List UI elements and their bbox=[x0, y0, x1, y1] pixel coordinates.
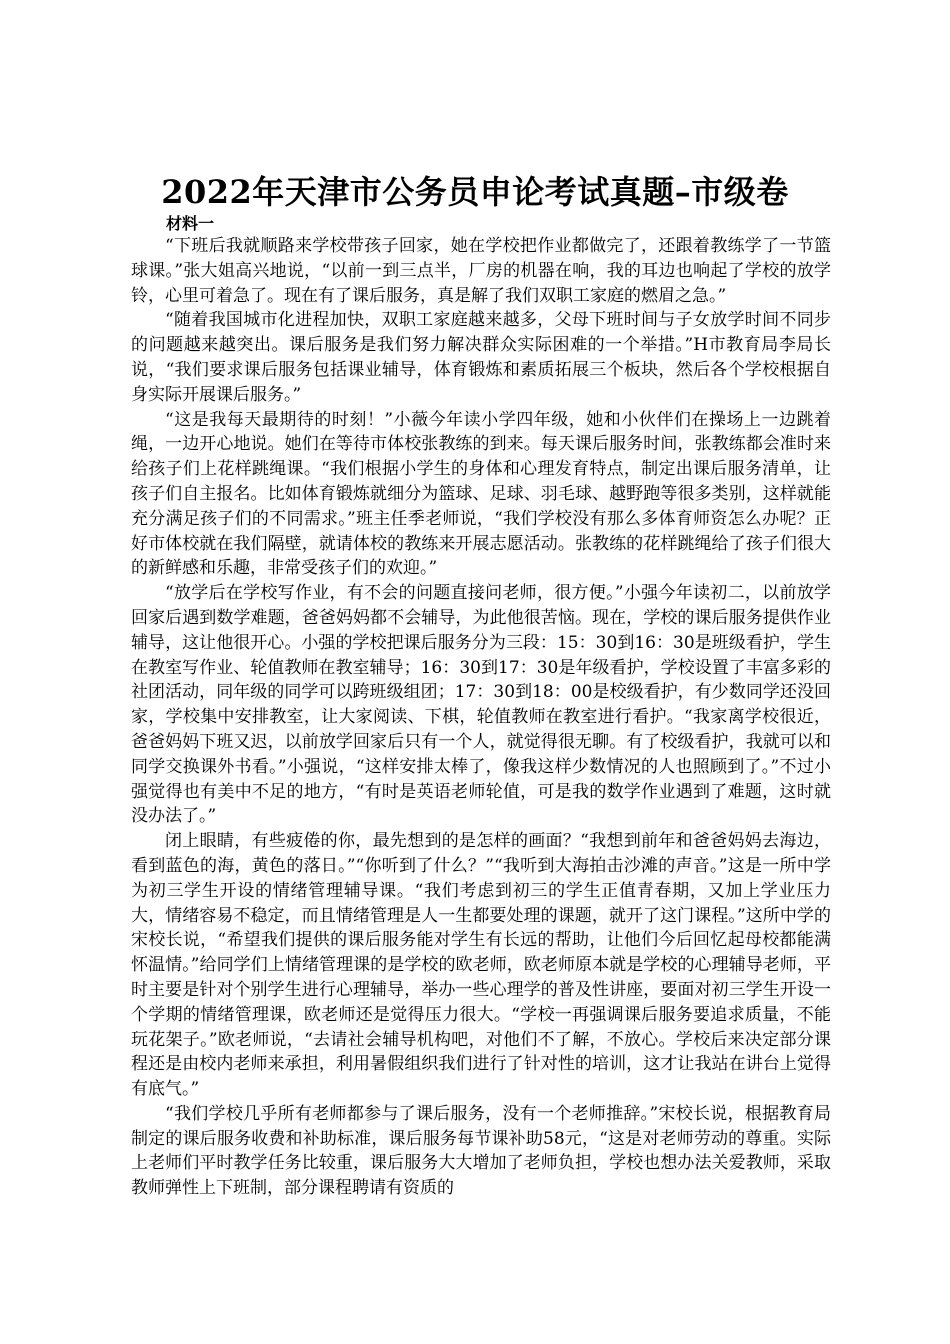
paragraph: 闭上眼睛，有些疲倦的你，最先想到的是怎样的画面？“我想到前年和爸爸妈妈去海边，看到蓝色的海，黄色的落日。”“你听到了什么？”“我听到大海拍击沙滩的声音。”这是一所中学为初三学生开设的情绪管理辅导课。“我们考虑到初三的学生正值青春期，又加上学业压力大，情绪容易不稳定，而且情绪管理是人一生都要处理的课题，就开了这门课程。”这所中学的宋校长说，“希望我们提供的课后服务能对学生有长远的帮助，让他们今后回忆起母校都能满怀温情。”给同学们上情绪管理课的是学校的欧老师，欧老师原本就是学校的心理辅导老师，平时主要是针对个别学生进行心理辅导，举办一些心理学的普及性讲座，要面对初三学生开设一个学期的情绪管理课，欧老师还是觉得压力很大。“学校一再强调课后服务要追求质量，不能玩花架子。”欧老师说，“去请社会辅导机构吧，对他们不了解，不放心。学校后来决定部分课程还是由校内老师来承担，利用暑假组织我们进行了针对性的培训，这才让我站在讲台上觉得有底气。” bbox=[131, 831, 831, 1100]
paragraph: “这是我每天最期待的时刻！”小薇今年读小学四年级，她和小伙伴们在操场上一边跳着绳，一边开心地说。她们在等待市体校张教练的到来。每天课后服务时间，张教练都会准时来给孩子们上花样跳绳课。“我们根据小学生的身体和心理发育特点，制定出课后服务清单，让孩子们自主报名。比如体育锻炼就细分为篮球、足球、羽毛球、越野跑等很多类别，这样就能充分满足孩子们的不同需求。”班主任季老师说，“我们学校没有那么多体育师资怎么办呢？正好市体校就在我们隔壁，就请体校的教练来开展志愿活动。张教练的花样跳绳给了孩子们很大的新鲜感和乐趣，非常受孩子们的欢迎。” bbox=[131, 409, 831, 579]
document-title: 2022年天津市公务员申论考试真题–市级卷 bbox=[161, 173, 789, 211]
paragraph: “放学后在学校写作业，有不会的问题直接问老师，很方便。”小强今年读初二，以前放学回家后遇到数学难题，爸爸妈妈都不会辅导，为此他很苦恼。现在，学校的课后服务提供作业辅导，这让他很开心。小强的学校把课后服务分为三段：15：30到16：30是班级看护，学生在教室写作业、轮值教师在教室辅导；16：30到17：30是年级看护，学校设置了丰富多彩的社团活动，同年级的同学可以跨班级组团；17：30到18：00是校级看护，有少数同学还没回家，学校集中安排教室，让大家阅读、下棋，轮值教师在教室进行看护。“我家离学校很近，爸爸妈妈下班又迟，以前放学回家后只有一个人，就觉得很无聊。有了校级看护，我就可以和同学交换课外书看。”小强说，“这样安排太棒了，像我这样少数情况的人也照顾到了。”不过小强觉得也有美中不足的地方，“有时是英语老师轮值，可是我的数学作业遇到了难题，这时就没办法了。” bbox=[131, 583, 831, 827]
document-body bbox=[131, 234, 831, 1201]
section-heading: 材料一 bbox=[166, 214, 215, 233]
paragraph: “下班后我就顺路来学校带孩子回家，她在学校把作业都做完了，还跟着教练学了一节篮球课。”张大姐高兴地说，“以前一到三点半，厂房的机器在响，我的耳边也响起了学校的放学铃，心里可着急了。现在有了课后服务，真是解了我们双职工家庭的燃眉之急。” bbox=[131, 236, 831, 306]
paragraph: “我们学校几乎所有老师都参与了课后服务，没有一个老师推辞。”宋校长说，根据教育局制定的课后服务收费和补助标准，课后服务每节课补助58元，“这是对老师劳动的尊重。实际上老师们平时教学任务比较重，课后服务大大增加了老师负担，学校也想办法关爱教师，采取教师弹性上下班制，部分课程聘请有资质的 bbox=[131, 1103, 831, 1199]
paragraph: “随着我国城市化进程加快，双职工家庭越来越多，父母下班时间与子女放学时间不同步的问题越来越突出。课后服务是我们努力解决群众实际困难的一个举措。”H市教育局李局长说，“我们要求课后服务包括课业辅导，体育锻炼和素质拓展三个板块，然后各个学校根据自身实际开展课后服务。” bbox=[131, 310, 831, 405]
